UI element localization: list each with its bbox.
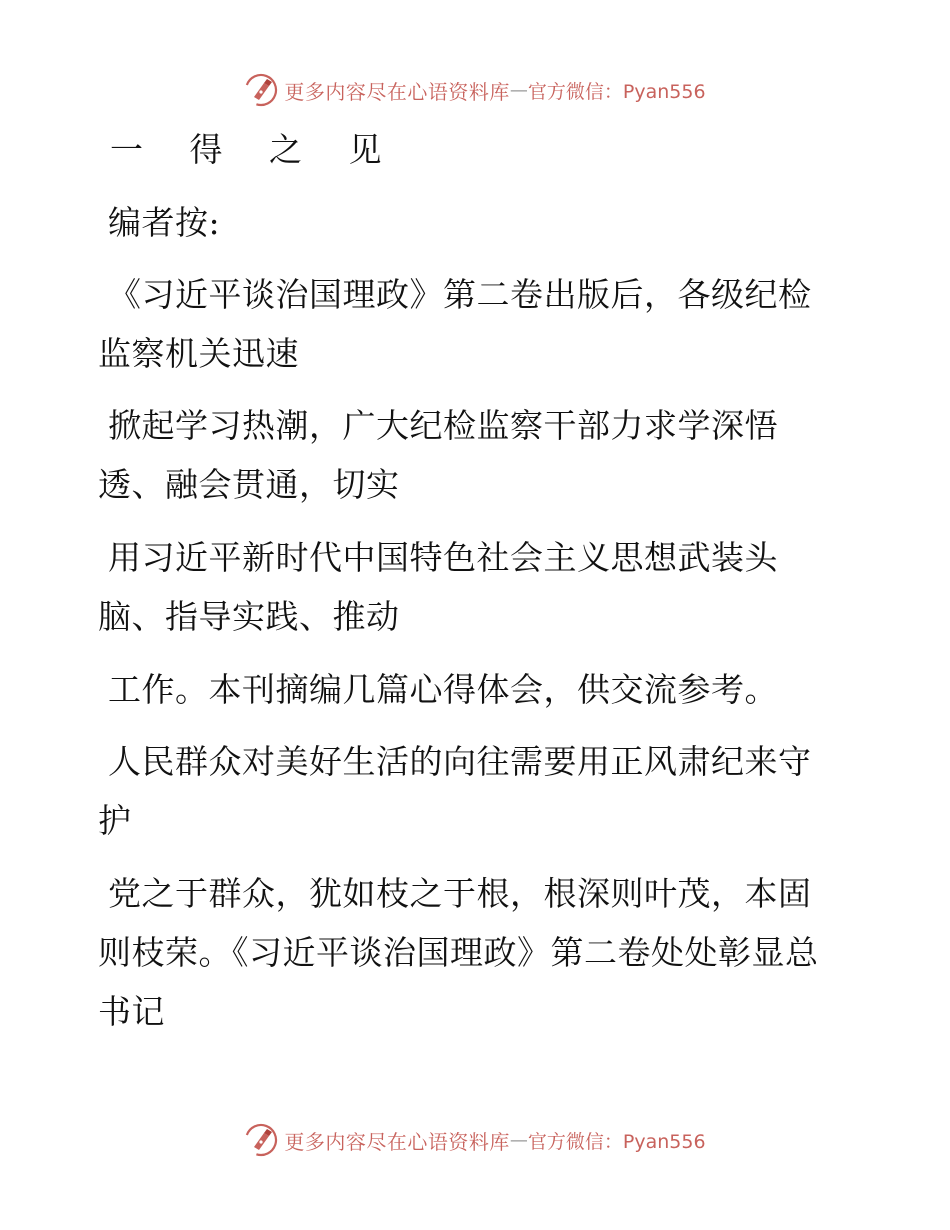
paragraph-line: 书记 xyxy=(98,992,165,1031)
section-heading-line: 人民群众对美好生活的向往需要用正风肃纪来守 xyxy=(108,742,812,781)
section-heading-line: 护 xyxy=(98,801,132,840)
footer-watermark xyxy=(0,1118,950,1162)
watermark-text: 更多内容尽在心语资料库 xyxy=(284,1129,510,1154)
paragraph-line: 脑、指导实践、推动 xyxy=(98,597,400,636)
paragraph-line: 掀起学习热潮，广大纪检监察干部力求学深悟 xyxy=(108,406,778,445)
editor-note-label: 编者按: xyxy=(108,203,221,242)
watermark-wechat: 官方微信：Pyan556 xyxy=(527,80,706,103)
paragraph-line: 监察机关迅速 xyxy=(98,334,299,373)
paragraph-line: 则枝荣。《习近平谈治国理政》第二卷处处彰显总 xyxy=(98,933,819,972)
paragraph-line: 透、融会贯通，切实 xyxy=(98,465,400,504)
paragraph-line: 用习近平新时代中国特色社会主义思想武装头 xyxy=(108,538,778,577)
watermark-separator: — xyxy=(509,1129,528,1151)
header-watermark xyxy=(0,68,950,112)
watermark-wechat: 官方微信：Pyan556 xyxy=(527,1130,706,1153)
paragraph-line: 工作。本刊摘编几篇心得体会，供交流参考。 xyxy=(108,670,778,709)
pen-nib-logo-icon xyxy=(244,73,278,107)
document-title: 一 得 之 见 xyxy=(110,130,400,169)
paragraph-line: 《习近平谈治国理政》第二卷出版后，各级纪检 xyxy=(108,275,812,314)
watermark-separator: — xyxy=(509,79,528,101)
watermark-text: 更多内容尽在心语资料库 xyxy=(284,79,510,104)
pen-nib-logo-icon xyxy=(244,1123,278,1157)
paragraph-line: 党之于群众，犹如枝之于根，根深则叶茂，本固 xyxy=(108,874,812,913)
